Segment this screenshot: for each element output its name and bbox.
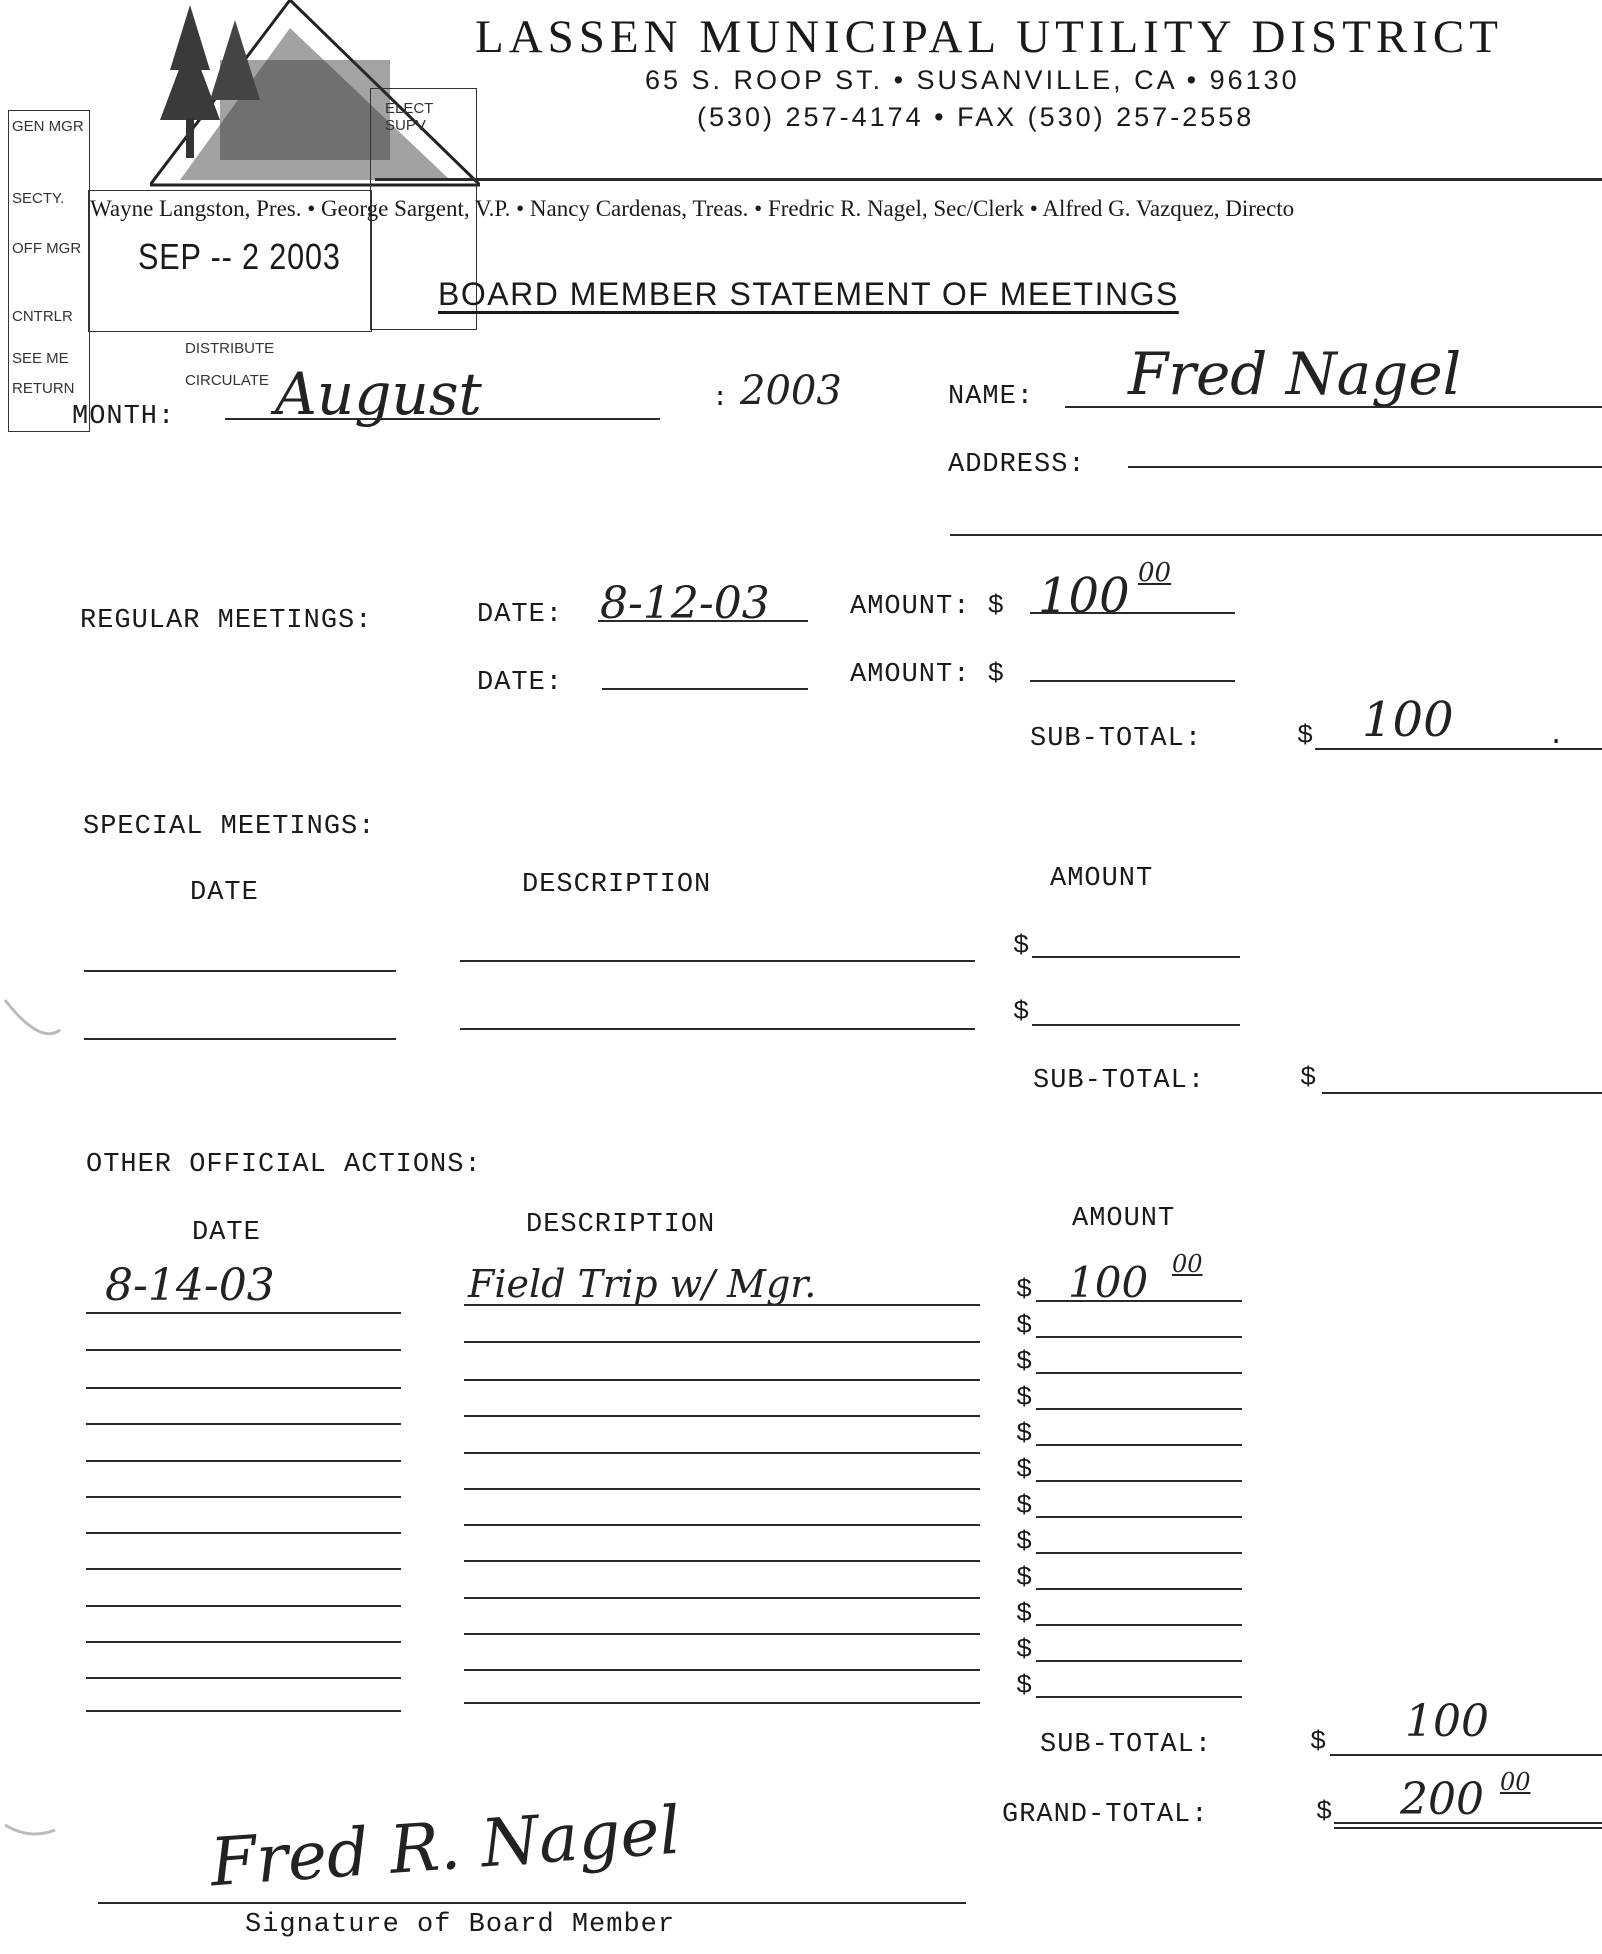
other-date-line[interactable] — [86, 1568, 401, 1570]
routing-off-mgr: OFF MGR — [12, 240, 82, 257]
regular-subtotal-suffix: . — [1548, 722, 1566, 752]
month-value[interactable]: August — [275, 360, 482, 428]
special-dollar-1: $ — [1013, 932, 1030, 962]
other-row1-amount[interactable]: 100 — [1068, 1258, 1149, 1307]
other-subtotal-value[interactable]: 100 — [1405, 1696, 1489, 1747]
other-desc-line[interactable] — [464, 1597, 980, 1599]
routing-gen-mgr: GEN MGR — [12, 118, 84, 135]
other-date-line[interactable] — [86, 1710, 401, 1712]
other-date-line[interactable] — [86, 1641, 401, 1643]
name-line — [1065, 406, 1602, 408]
other-amount-dollar: $ — [1016, 1420, 1033, 1450]
other-amount-line[interactable] — [1036, 1516, 1242, 1518]
other-amount-line[interactable] — [1036, 1624, 1242, 1626]
routing-distribute: DISTRIBUTE — [185, 340, 275, 357]
other-col-amount: AMOUNT — [1072, 1204, 1176, 1234]
other-desc-line[interactable] — [464, 1341, 980, 1343]
special-subtotal-label: SUB-TOTAL: — [1033, 1066, 1206, 1096]
other-amount-dollar: $ — [1016, 1456, 1033, 1486]
other-desc-line[interactable] — [464, 1524, 980, 1526]
special-date-line-2[interactable] — [84, 1038, 396, 1040]
special-subtotal-line[interactable] — [1322, 1092, 1602, 1094]
routing-see-me: SEE ME — [12, 350, 69, 367]
routing-elect-supv: ELECT SUPV — [385, 100, 434, 134]
other-amount-dollar: $ — [1016, 1348, 1033, 1378]
special-dollar-2: $ — [1013, 998, 1030, 1028]
punch-hole-mark — [0, 990, 70, 1050]
year-prefix: : — [712, 384, 730, 414]
grandtotal-value[interactable]: 200 — [1400, 1774, 1484, 1825]
signature-image: Fred R. Nagel — [207, 1791, 683, 1902]
letterhead-divider — [375, 178, 1602, 181]
special-desc-line-1[interactable] — [460, 960, 975, 962]
other-amount-dollar: $ — [1016, 1276, 1033, 1306]
grandtotal-label: GRAND-TOTAL: — [1002, 1800, 1209, 1830]
regular-amount-cents-1: 00 — [1138, 558, 1172, 588]
other-amount-dollar: $ — [1016, 1564, 1033, 1594]
other-amount-dollar: $ — [1016, 1312, 1033, 1342]
other-amount-line[interactable] — [1036, 1552, 1242, 1554]
regular-date-line-2[interactable] — [602, 688, 808, 690]
grandtotal-cents: 00 — [1500, 1768, 1531, 1796]
signature-caption: Signature of Board Member — [245, 1910, 676, 1940]
year-value[interactable]: 2003 — [740, 368, 842, 414]
other-date-line[interactable] — [86, 1312, 401, 1314]
regular-amount-value-1[interactable]: 100 — [1038, 568, 1130, 624]
other-row1-date[interactable]: 8-14-03 — [105, 1260, 275, 1311]
special-subtotal-dollar: $ — [1300, 1064, 1318, 1094]
other-desc-line[interactable] — [464, 1415, 980, 1417]
regular-amount-label-1: AMOUNT: $ — [850, 592, 1005, 622]
other-desc-line[interactable] — [464, 1488, 980, 1490]
other-amount-dollar: $ — [1016, 1636, 1033, 1666]
special-col-amount: AMOUNT — [1050, 864, 1154, 894]
other-amount-line[interactable] — [1036, 1408, 1242, 1410]
org-address: 65 S. ROOP ST. • SUSANVILLE, CA • 96130 — [645, 65, 1300, 95]
other-date-line[interactable] — [86, 1677, 401, 1679]
other-amount-line[interactable] — [1036, 1300, 1242, 1302]
regular-date-value-1[interactable]: 8-12-03 — [600, 578, 770, 629]
punch-hole-mark-2 — [0, 1820, 70, 1860]
other-subtotal-dollar: $ — [1310, 1728, 1328, 1758]
other-desc-line[interactable] — [464, 1304, 980, 1306]
other-subtotal-line — [1330, 1754, 1602, 1756]
other-actions-label: OTHER OFFICIAL ACTIONS: — [86, 1150, 482, 1180]
other-desc-line[interactable] — [464, 1452, 980, 1454]
regular-date-label-2: DATE: — [477, 668, 564, 698]
other-row1-cents: 00 — [1172, 1250, 1203, 1278]
other-desc-line[interactable] — [464, 1702, 980, 1704]
regular-subtotal-label: SUB-TOTAL: — [1030, 724, 1203, 754]
month-line — [225, 418, 660, 420]
special-date-line-1[interactable] — [84, 970, 396, 972]
special-col-date: DATE — [190, 878, 259, 908]
routing-secty: SECTY. — [12, 190, 65, 207]
other-amount-line[interactable] — [1036, 1480, 1242, 1482]
special-col-description: DESCRIPTION — [522, 870, 712, 900]
address-line-1[interactable] — [1128, 466, 1602, 468]
routing-circulate: CIRCULATE — [185, 372, 269, 389]
other-date-line[interactable] — [86, 1349, 401, 1351]
other-amount-dollar: $ — [1016, 1600, 1033, 1630]
other-amount-line[interactable] — [1036, 1372, 1242, 1374]
other-amount-line[interactable] — [1036, 1696, 1242, 1698]
form-title: BOARD MEMBER STATEMENT OF MEETINGS — [438, 276, 1179, 312]
other-desc-line[interactable] — [464, 1633, 980, 1635]
other-desc-line[interactable] — [464, 1560, 980, 1562]
regular-subtotal-value[interactable]: 100 — [1362, 692, 1454, 748]
other-subtotal-label: SUB-TOTAL: — [1040, 1730, 1213, 1760]
other-amount-dollar: $ — [1016, 1672, 1033, 1702]
org-phone-fax: (530) 257-4174 • FAX (530) 257-2558 — [697, 102, 1255, 132]
name-value[interactable]: Fred Nagel — [1128, 340, 1462, 408]
other-desc-line[interactable] — [464, 1379, 980, 1381]
special-amount-line-1[interactable] — [1032, 956, 1240, 958]
other-date-line[interactable] — [86, 1605, 401, 1607]
routing-return: RETURN — [12, 380, 75, 397]
regular-subtotal-line — [1315, 748, 1602, 750]
stamp-date: SEP -- 2 2003 — [138, 236, 341, 277]
other-date-line[interactable] — [86, 1532, 401, 1534]
name-label: NAME: — [948, 382, 1035, 412]
regular-amount-line-1 — [1030, 612, 1235, 614]
regular-amount-line-2[interactable] — [1030, 680, 1235, 682]
address-label: ADDRESS: — [948, 450, 1086, 480]
other-col-date: DATE — [192, 1218, 261, 1248]
other-date-line[interactable] — [86, 1387, 401, 1389]
special-amount-line-2[interactable] — [1032, 1024, 1240, 1026]
regular-amount-label-2: AMOUNT: $ — [850, 660, 1005, 690]
regular-subtotal-dollar: $ — [1297, 722, 1315, 752]
other-amount-line[interactable] — [1036, 1588, 1242, 1590]
regular-date-line-1 — [598, 620, 808, 622]
routing-cntrlr: CNTRLR — [12, 308, 73, 325]
regular-date-label-1: DATE: — [477, 600, 564, 630]
other-date-line[interactable] — [86, 1496, 401, 1498]
other-amount-line[interactable] — [1036, 1660, 1242, 1662]
board-members: Wayne Langston, Pres. • George Sargent, V.P. • Nancy Cardenas, Treas. • Fredric R. Nagel, Sec/Clerk • Alfred G. Vazquez, Directo — [90, 196, 1295, 221]
grandtotal-line-2 — [1334, 1827, 1602, 1829]
special-desc-line-2[interactable] — [460, 1028, 975, 1030]
grandtotal-line-1 — [1334, 1822, 1602, 1824]
other-amount-line[interactable] — [1036, 1336, 1242, 1338]
special-meetings-label: SPECIAL MEETINGS: — [83, 812, 376, 842]
other-col-description: DESCRIPTION — [526, 1210, 716, 1240]
other-amount-line[interactable] — [1036, 1444, 1242, 1446]
org-name: LASSEN MUNICIPAL UTILITY DISTRICT — [475, 11, 1503, 63]
other-date-line[interactable] — [86, 1460, 401, 1462]
other-row1-description[interactable]: Field Trip w/ Mgr. — [468, 1262, 817, 1306]
signature-line[interactable] — [98, 1902, 966, 1904]
other-desc-line[interactable] — [464, 1669, 980, 1671]
month-label: MONTH: — [72, 402, 176, 432]
other-amount-dollar: $ — [1016, 1528, 1033, 1558]
address-line-2[interactable] — [950, 534, 1602, 536]
other-date-line[interactable] — [86, 1423, 401, 1425]
other-amount-dollar: $ — [1016, 1384, 1033, 1414]
regular-meetings-label: REGULAR MEETINGS: — [80, 606, 373, 636]
other-amount-dollar: $ — [1016, 1492, 1033, 1522]
grandtotal-dollar: $ — [1316, 1798, 1334, 1828]
